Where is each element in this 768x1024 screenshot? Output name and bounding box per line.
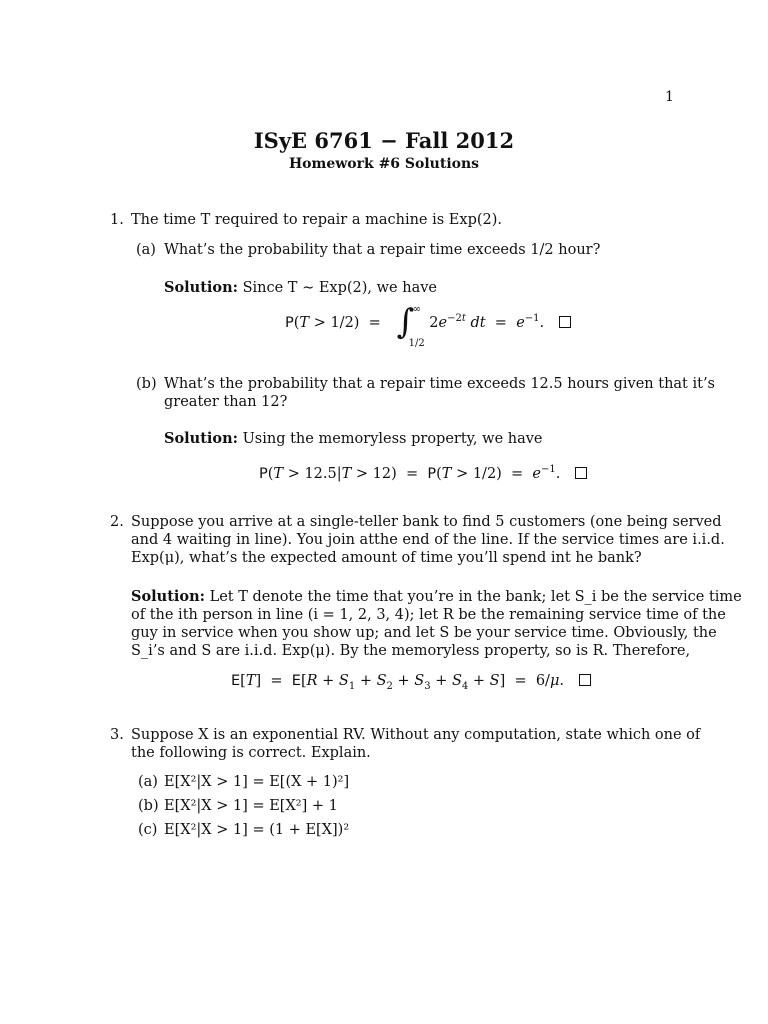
solution-text: Using the memoryless property, we have xyxy=(242,431,543,447)
solution-label: Solution: xyxy=(164,430,238,447)
solution-text: Let T denote the time that you’re in the bank; let S_i be the service time xyxy=(209,589,742,605)
problem-3-option-c-label: (c) xyxy=(138,822,158,838)
page-subtitle: Homework #6 Solutions xyxy=(288,156,480,172)
problem-2-solution-line1 xyxy=(131,588,742,606)
problem-2-statement-line3: Exp(μ), what’s the expected amount of time you’ll spend int he bank? xyxy=(131,550,642,566)
problem-2-equation: $E[T] = E[R + S_1 + S_2 + S_3 + S_4 + S] = 6/\mu$. xyxy=(231,672,591,696)
problem-3-statement-line1: Suppose X is an exponential RV. Without any computation, state which one of xyxy=(131,727,701,743)
solution-text: Since T ∼ Exp(2), we have xyxy=(242,280,437,296)
problem-2-number: 2. xyxy=(110,514,124,530)
problem-3-statement-line2: the following is correct. Explain. xyxy=(131,745,371,761)
solution-label: Solution: xyxy=(164,279,238,296)
qed-symbol xyxy=(575,467,587,479)
qed-symbol xyxy=(579,674,591,686)
problem-1b-solution xyxy=(164,430,543,448)
solution-label: Solution: xyxy=(131,588,205,605)
problem-1b-label: (b) xyxy=(136,376,157,392)
problem-2-solution-line4: S_i’s and S are i.i.d. Exp(μ). By the memoryless property, so is R. Therefore, xyxy=(131,643,691,659)
problem-1a-question: What’s the probability that a repair time exceeds 1/2 hour? xyxy=(164,242,601,258)
page-title: ISyE 6761 − Fall 2012 xyxy=(253,128,515,153)
problem-1a-solution xyxy=(164,279,437,297)
problem-1b-question-line1: What’s the probability that a repair time exceeds 12.5 hours given that it’s xyxy=(164,376,715,392)
qed-symbol xyxy=(559,316,571,328)
problem-2-solution-line2: of the ith person in line (i = 1, 2, 3, 4); let R be the remaining service time of the xyxy=(131,607,726,623)
problem-3-option-b-text: E[X²|X > 1] = E[X²] + 1 xyxy=(164,798,338,814)
page-number: 1 xyxy=(665,89,674,105)
problem-1a-equation: P(T > 1/2) = ∫ ∞ 1/2 $2e^{-2t}$ dt = $e^{-1}$. xyxy=(285,305,571,345)
problem-2-solution-line3: guy in service when you show up; and let S be your service time. Obviously, the xyxy=(131,625,717,641)
problem-3-option-a-label: (a) xyxy=(138,774,158,790)
problem-2-statement-line1: Suppose you arrive at a single-teller bank to find 5 customers (one being served xyxy=(131,514,722,530)
problem-1b-question-line2: greater than 12? xyxy=(164,394,288,410)
problem-1b-equation: $P(T > 12.5|T > 12) = P(T > 1/2) = e^{-1}$. xyxy=(259,461,587,483)
problem-3-option-c-text: E[X²|X > 1] = (1 + E[X])² xyxy=(164,822,350,838)
problem-1-statement: The time T required to repair a machine is Exp(2). xyxy=(131,212,502,228)
problem-3-number: 3. xyxy=(110,727,124,743)
problem-1-number: 1. xyxy=(110,212,124,228)
problem-3-option-a-text: E[X²|X > 1] = E[(X + 1)²] xyxy=(164,774,350,790)
problem-1a-label: (a) xyxy=(136,242,156,258)
problem-2-statement-line2: and 4 waiting in line). You join atthe end of the line. If the service times are i.i.d. xyxy=(131,532,725,548)
problem-3-option-b-label: (b) xyxy=(138,798,159,814)
